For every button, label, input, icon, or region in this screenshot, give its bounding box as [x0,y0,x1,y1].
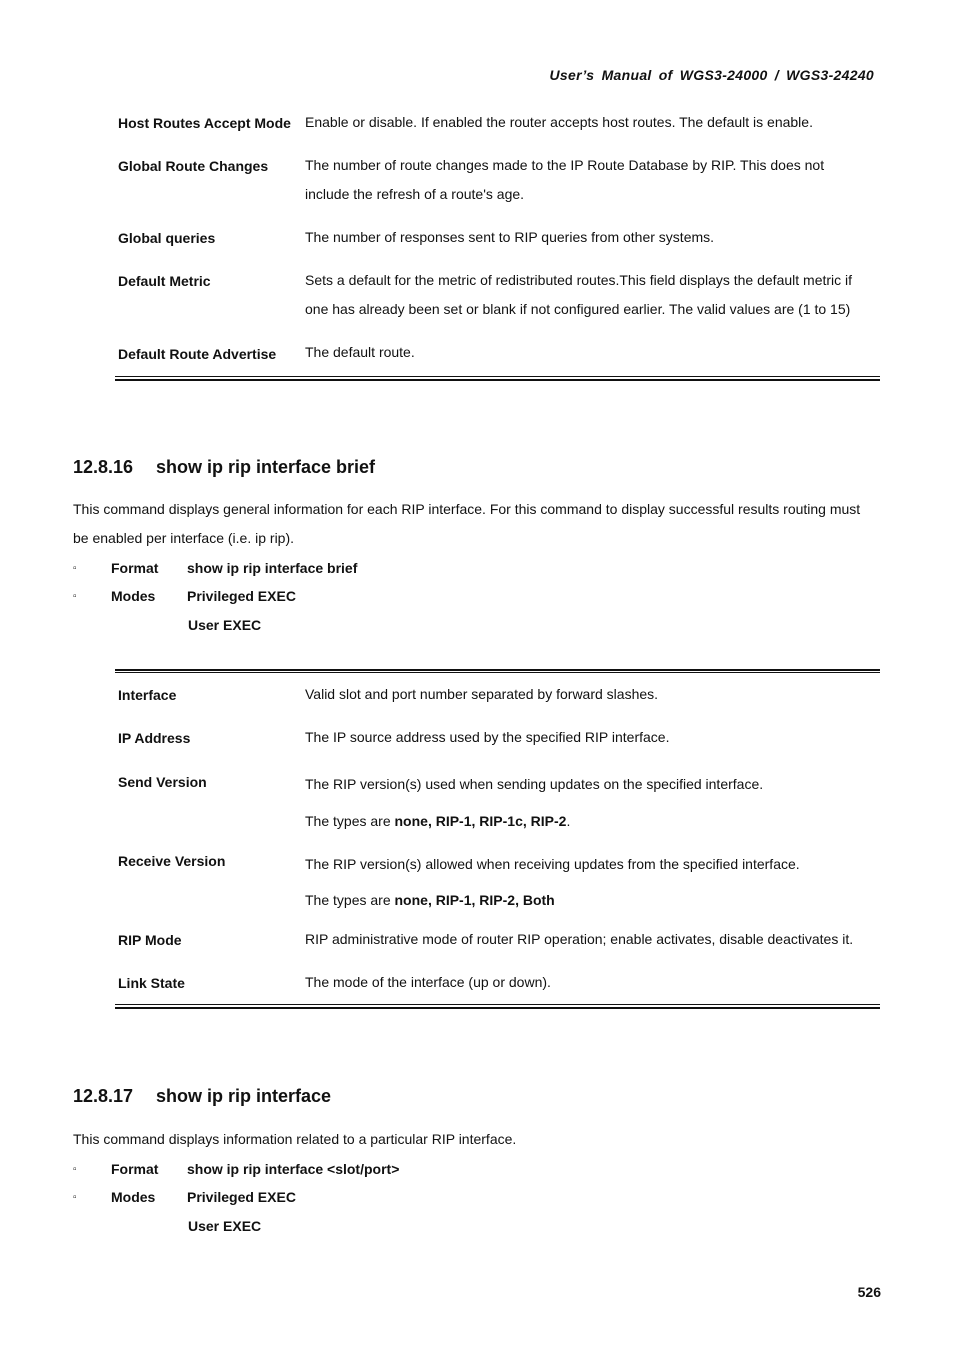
modes-label: Modes [111,1189,156,1205]
desc-receive-version [305,846,880,918]
types-line [305,882,880,918]
types-prefix: The types are [305,892,395,908]
desc-line: The default route. [305,344,415,360]
modes-label: Modes [111,588,156,604]
desc-line: one has already been set or blank if not configured earlier. The valid values are (1 to 15) [305,301,851,317]
desc-line: Sets a default for the metric of redistributed routes.This field displays the default metric if [305,272,853,288]
desc-default-route-advertise [305,338,880,367]
format-value: show ip rip interface <slot/port> [187,1161,400,1177]
types-values: none, RIP-1, RIP-2, Both [394,892,555,908]
table-bottom-rule [115,376,880,378]
term-default-metric: Default Metric [118,273,211,289]
desc-rip-mode [305,925,880,954]
desc-interface [305,680,880,709]
page-number: 526 [857,1284,881,1300]
section-intro [73,495,883,553]
desc-line: The RIP version(s) used when sending updates on the specified interface. [305,776,764,792]
desc-line: The mode of the interface (up or down). [305,974,551,990]
bullet-icon: ▫ [73,1164,77,1175]
section-heading-12-8-16 [73,457,375,478]
format-value: show ip rip interface brief [187,560,358,576]
section-title: show ip rip interface brief [156,457,376,477]
mode-privileged-exec: Privileged EXEC [187,1189,296,1205]
desc-line: The RIP version(s) allowed when receiving updates from the specified interface. [305,856,800,872]
term-global-queries: Global queries [118,230,216,246]
desc-line: The IP source address used by the specified RIP interface. [305,729,670,745]
section-heading-12-8-17 [73,1086,331,1107]
desc-line: Enable or disable. If enabled the router accepts host routes. The default is enable. [305,114,813,130]
bullet-icon: ▫ [73,1192,77,1203]
term-ip-address: IP Address [118,730,191,746]
term-rip-mode: RIP Mode [118,932,182,948]
term-host-routes-accept-mode: Host Routes Accept Mode [118,115,291,131]
types-line [305,803,880,840]
manual-header: User’s Manual of WGS3-24000 / WGS3-24240 [549,67,874,83]
desc-line: The number of route changes made to the IP Route Database by RIP. This does not [305,157,825,173]
format-label: Format [111,560,159,576]
format-label: Format [111,1161,159,1177]
desc-global-queries [305,223,880,252]
types-suffix: . [566,813,571,829]
table-top-rule [115,672,880,674]
bullet-icon: ▫ [73,591,77,602]
desc-link-state [305,968,880,997]
types-prefix: The types are [305,813,395,829]
desc-line: The number of responses sent to RIP queries from other systems. [305,229,715,245]
term-send-version: Send Version [118,774,207,790]
types-values: none, RIP-1, RIP-1c, RIP-2 [394,813,567,829]
intro-line: This command displays general information for each RIP interface. For this command to display successful results routing must [73,501,861,517]
mode-privileged-exec: Privileged EXEC [187,588,296,604]
section-number: 12.8.16 [73,457,134,477]
term-default-route-advertise: Default Route Advertise [118,346,277,362]
section-title: show ip rip interface [156,1086,332,1106]
term-global-route-changes: Global Route Changes [118,158,269,174]
term-receive-version: Receive Version [118,853,226,869]
desc-ip-address [305,723,880,752]
intro-line: be enabled per interface (i.e. ip rip). [73,530,295,546]
desc-line: RIP administrative mode of router RIP operation; enable activates, disable deactivates it. [305,931,854,947]
table-bottom-rule [115,1004,880,1006]
desc-host-routes-accept-mode [305,108,880,137]
term-link-state: Link State [118,975,185,991]
mode-user-exec: User EXEC [188,1218,262,1234]
desc-line: Valid slot and port number separated by forward slashes. [305,686,659,702]
desc-global-route-changes [305,151,880,209]
term-interface: Interface [118,687,177,703]
desc-send-version [305,766,880,840]
desc-line: include the refresh of a route's age. [305,186,525,202]
section-number: 12.8.17 [73,1086,134,1106]
bullet-icon: ▫ [73,563,77,574]
mode-user-exec: User EXEC [188,617,262,633]
desc-default-metric [305,266,880,324]
section-intro: This command displays information related to a particular RIP interface. [73,1131,517,1147]
